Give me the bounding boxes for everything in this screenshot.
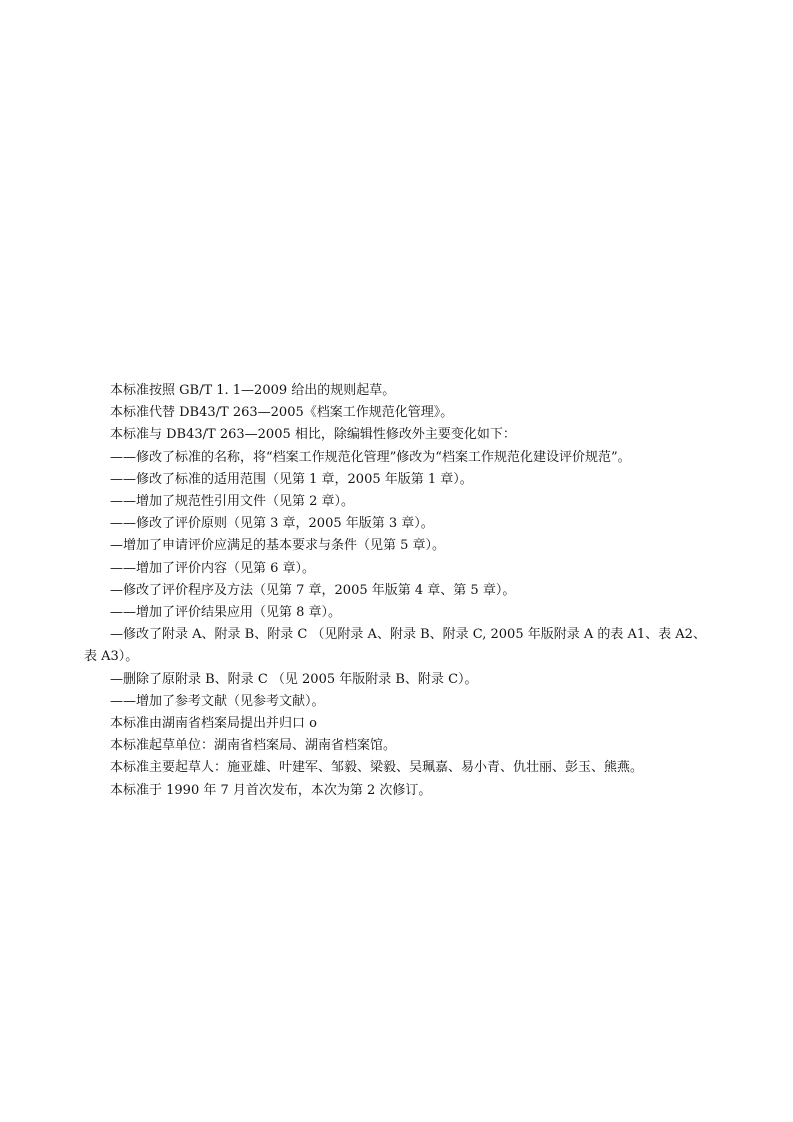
drafting-rules-line: 本标准按照 GB/T 1. 1—2009 给出的规则起草。 <box>110 383 396 398</box>
foreword-section <box>84 380 714 802</box>
release-history-line: 本标准于 1990 年 7 月首次发布，本次为第 2 次修订。 <box>110 782 432 798</box>
changes-intro-line: 本标准与 DB43/T 263—2005 相比，除编辑性修改外主要变化如下： <box>110 427 516 443</box>
replaces-standard-line: 本标准代替 DB43/T 263—2005《档案工作规范化管理》。 <box>110 405 454 421</box>
change-item: ——增加了规范性引用文件（见第 2 章）。 <box>110 494 355 510</box>
proposer-line: 本标准由湖南省档案局提出并归口 o <box>110 716 317 732</box>
change-item: ——增加了评价结果应用（见第 8 章）。 <box>110 605 342 621</box>
change-item: —修改了评价程序及方法（见第 7 章，2005 年版第 4 章、第 5 章）。 <box>110 582 516 598</box>
change-item: —删除了原附录 B、附录 C （见 2005 年版附录 B、附录 C）。 <box>110 671 478 687</box>
change-item: ——修改了标准的适用范围（见第 1 章，2005 年版第 1 章）。 <box>110 471 473 487</box>
change-item: ——增加了参考文献（见参考文献）。 <box>110 693 325 709</box>
change-item: —修改了附录 A、附录 B、附录 C （见附录 A、附录 B、附录 C, 2005 年版附录 A 的表 A1、表 A2、 表 A3）。 <box>84 627 706 665</box>
drafters-line: 本标准主要起草人：施亚雄、叶建军、邹毅、梁毅、吴珮嘉、易小青、仇壮丽、彭玉、熊燕。 <box>110 760 644 776</box>
change-item: ——修改了标准的名称，将“档案工作规范化管理”修改为“档案工作规范化建设评价规范”。 <box>110 449 631 465</box>
change-item: ——修改了评价原则（见第 3 章，2005 年版第 3 章）。 <box>110 516 434 532</box>
change-item: —增加了申请评价应满足的基本要求与条件（见第 5 章）。 <box>110 538 446 554</box>
change-item: ——增加了评价内容（见第 6 章）。 <box>110 560 316 576</box>
drafting-units-line: 本标准起草单位：湖南省档案局、湖南省档案馆。 <box>110 738 397 754</box>
